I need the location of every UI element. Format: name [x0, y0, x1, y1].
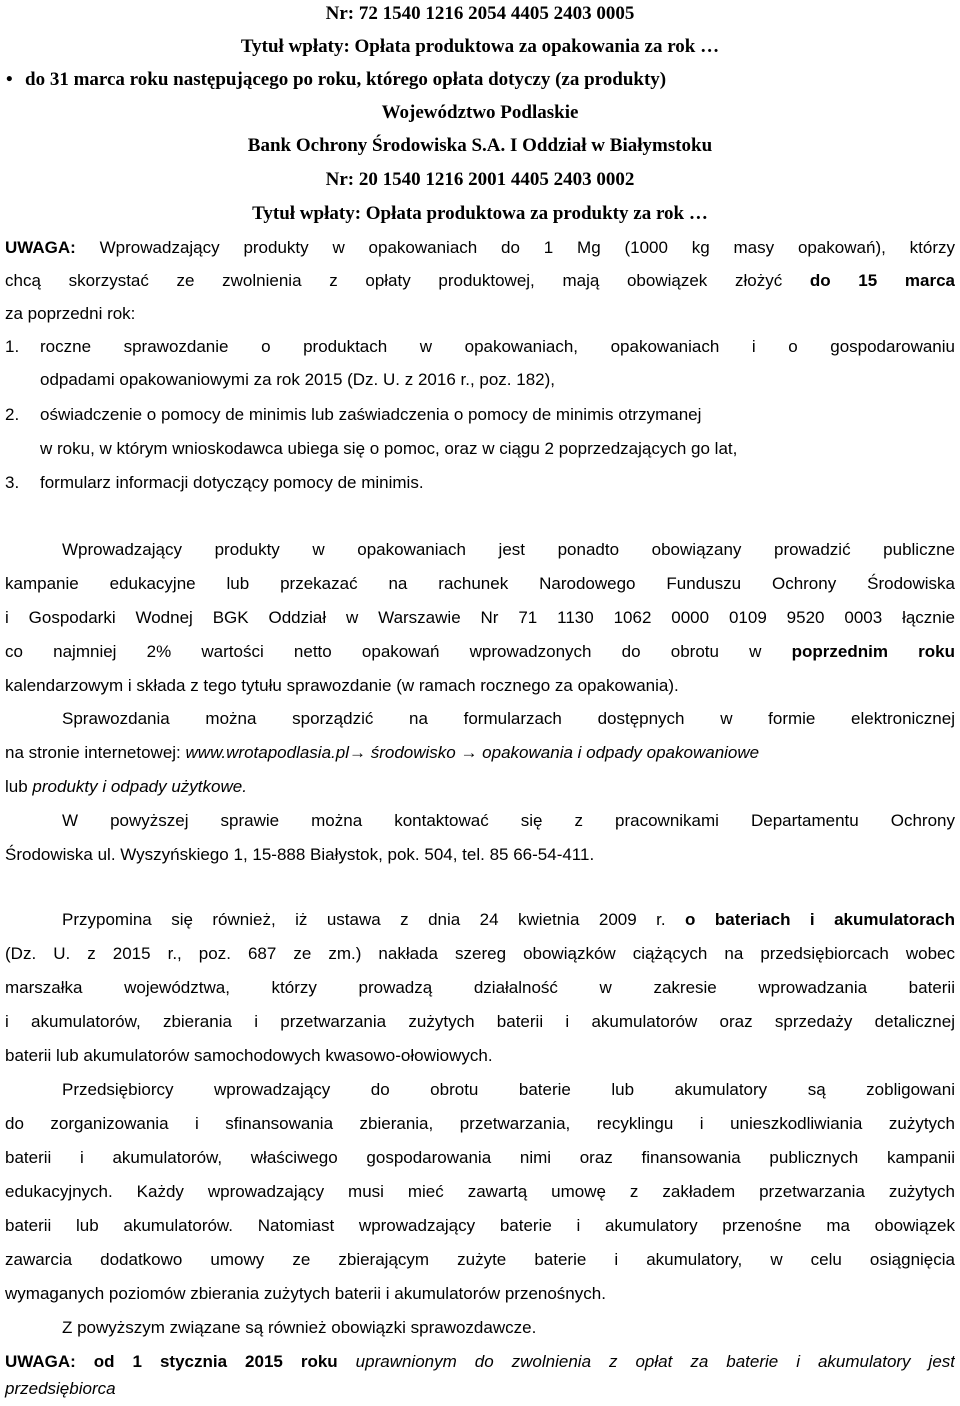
list-item-1-line-1: roczne sprawozdanie o produktach w opakowaniach, opakowaniach i o gospodarowaniu [40, 337, 955, 356]
para3-line-2: Środowiska ul. Wyszyńskiego 1, 15-888 Białystok, pok. 504, tel. 85 66-54-411. [5, 845, 595, 864]
para4-line-5: baterii lub akumulatorów samochodowych kwasowo-ołowiowych. [5, 1046, 493, 1065]
uwaga2-line-1 [5, 1345, 955, 1379]
para5-line-1: Przedsiębiorcy wprowadzający do obrotu baterie lub akumulatory są zobligowani [62, 1080, 955, 1099]
para5-line-4: edukacyjnych. Każdy wprowadzający musi mieć zawartą umowę z zakładem przetwarzania zużytych [5, 1182, 955, 1201]
list-item-3-line-1: formularz informacji dotyczący pomocy de minimis. [40, 473, 424, 492]
region-name: Województwo Podlaskie [381, 102, 579, 123]
list-num-3: 3. [5, 473, 20, 492]
para2-line-1: Sprawozdania można sporządzić na formularzach dostępnych w formie elektronicznej [62, 709, 955, 728]
uwaga2-line-1-text: uprawnionym do zwolnienia z opłat za baterie i akumulatory jest [355, 1352, 955, 1371]
para5-line-6: zawarcia dodatkowo umowy ze zbierającym zużyte baterie i akumulatory, w celu osiągnięcia [5, 1250, 955, 1269]
uwaga2-line-2: przedsiębiorca [5, 1379, 116, 1398]
para4-line-4: i akumulatorów, zbierania i przetwarzania zużytych baterii i akumulatorów oraz sprzedaży detalicznej [5, 1012, 955, 1031]
para1-line-4-text: co najmniej 2% wartości netto opakowań wprowadzonych do obrotu w [5, 642, 762, 661]
uwaga-deadline: do 15 marca [809, 271, 955, 290]
para5-line-7: wymaganych poziomów zbierania zużytych baterii i akumulatorów przenośnych. [5, 1284, 606, 1303]
uwaga-line-2 [5, 264, 955, 298]
law-title: o bateriach i akumulatorach [685, 910, 955, 929]
uwaga-line-2-text: chcą skorzystać ze zwolnienia z opłaty produktowej, mają obowiązek złożyć [5, 271, 783, 290]
para2-line-3 [5, 770, 247, 804]
uwaga-line-1-text: Wprowadzający produkty w opakowaniach do 1 Mg (1000 kg masy opakowań), którzy [99, 238, 955, 257]
uwaga-line-1 [5, 231, 955, 265]
account-number-1: Nr: 72 1540 1216 2054 4405 2403 0005 [325, 3, 635, 24]
bullet-deadline-text: do 31 marca roku następującego po roku, którego opłata dotyczy (za produkty) [25, 69, 667, 90]
list-item-2-line-2: w roku, w którym wnioskodawca ubiega się o pomoc, oraz w ciągu 2 poprzedzających go lat, [40, 439, 738, 458]
website-path-alt: produkty i odpady użytkowe. [32, 777, 247, 796]
para1-line-2: kampanie edukacyjne lub przekazać na rachunek Narodowego Funduszu Ochrony Środowiska [5, 574, 955, 593]
para5-line-5: baterii lub akumulatorów. Natomiast wprowadzający baterie i akumulatory przenośne ma obowiązek [5, 1216, 955, 1235]
uwaga2-label: UWAGA: od 1 stycznia 2015 roku [5, 1352, 338, 1371]
para1-line-5: kalendarzowym i składa z tego tytułu sprawozdanie (w ramach rocznego za opakowania). [5, 676, 679, 695]
list-num-1: 1. [5, 337, 20, 356]
payment-title-1: Tytuł wpłaty: Opłata produktowa za opakowania za rok … [240, 36, 720, 57]
website-path: www.wrotapodlasia.pl→ środowisko → opakowania i odpady opakowaniowe [185, 743, 760, 762]
para1-line-3: i Gospodarki Wodnej BGK Oddział w Warszawie Nr 71 1130 1062 0000 0109 9520 0003 łącznie [5, 608, 955, 627]
para5-line-3: baterii i akumulatorów, właściwego gospodarowania nimi oraz finansowania publicznych kampanii [5, 1148, 955, 1167]
para4-line-1-text: Przypomina się również, iż ustawa z dnia 24 kwietnia 2009 r. [62, 910, 666, 929]
para2-line-2-text: na stronie internetowej: [5, 743, 181, 762]
uwaga-label: UWAGA: [5, 238, 76, 257]
para4-line-1 [62, 903, 955, 937]
para5-line-2: do zorganizowania i sfinansowania zbierania, przetwarzania, recyklingu i unieszkodliwiania zużytych [5, 1114, 955, 1133]
para2-line-2 [5, 736, 759, 770]
para4-line-2: (Dz. U. z 2015 r., poz. 687 ze zm.) nakłada szereg obowiązków ciążących na przedsiębiorcach wobec [5, 944, 955, 963]
para3-line-1: W powyższej sprawie można kontaktować się z pracownikami Departamentu Ochrony [62, 811, 955, 830]
account-number-2: Nr: 20 1540 1216 2001 4405 2403 0002 [325, 169, 635, 190]
list-item-2-line-1: oświadczenie o pomocy de minimis lub zaświadczenia o pomocy de minimis otrzymanej [40, 405, 702, 424]
bullet-icon: • [6, 69, 13, 90]
bank-name: Bank Ochrony Środowiska S.A. I Oddział w Białymstoku [247, 135, 713, 156]
uwaga-line-3: za poprzedni rok: [5, 304, 136, 323]
para6-line-1: Z powyższym związane są również obowiązki sprawozdawcze. [62, 1318, 537, 1337]
payment-title-2: Tytuł wpłaty: Opłata produktowa za produkty za rok … [252, 203, 708, 224]
para1-line-1: Wprowadzający produkty w opakowaniach jest ponadto obowiązany prowadzić publiczne [62, 540, 955, 559]
para1-emphasis: poprzednim roku [791, 642, 955, 661]
list-item-1-line-2: odpadami opakowaniowymi za rok 2015 (Dz. U. z 2016 r., poz. 182), [40, 370, 555, 389]
para2-line-3-text: lub [5, 777, 28, 796]
para4-line-3: marszałka województwa, którzy prowadzą działalność w zakresie wprowadzania baterii [5, 978, 955, 997]
list-num-2: 2. [5, 405, 20, 424]
para1-line-4 [5, 635, 955, 669]
